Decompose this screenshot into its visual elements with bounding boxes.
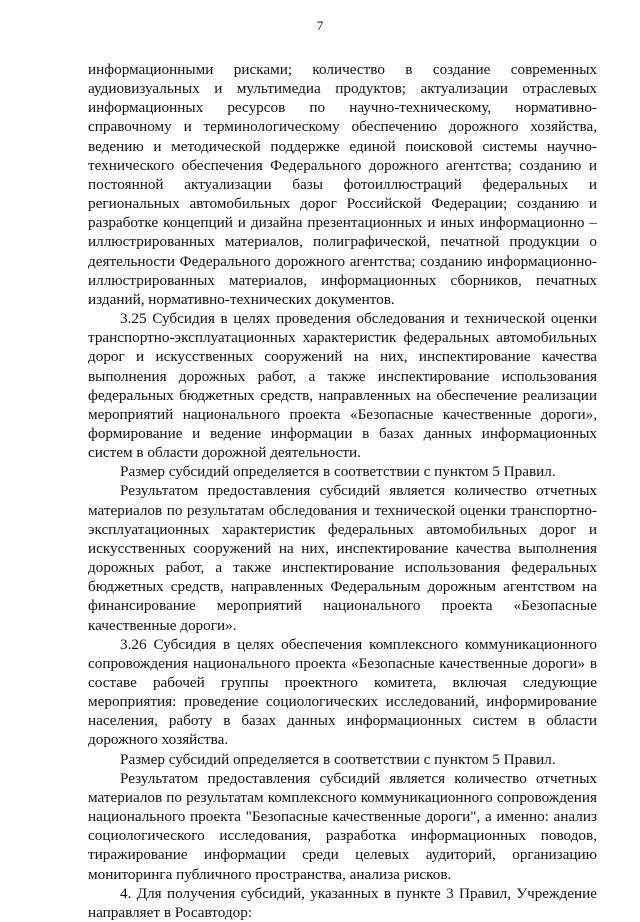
page-number: 7 bbox=[316, 18, 324, 33]
paragraph: 4. Для получения субсидий, указанных в пункте 3 Правил, Учреждение направляет в Росавтодор: bbox=[88, 884, 597, 921]
paragraph: Результатом предоставления субсидий является количество отчетных материалов по результатам комплексного коммуникационного сопровождения национального проекта "Безопасные качественные дороги", а именно: анализ социологического исследования, разработка информационных поводов, тиражирование информации среди целевых аудиторий, организацию мониторинга публичного пространства, анализа рисков. bbox=[88, 769, 597, 883]
paragraph: Размер субсидий определяется в соответствии с пунктом 5 Правил. bbox=[120, 750, 556, 768]
paragraph: Размер субсидий определяется в соответствии с пунктом 5 Правил. bbox=[120, 463, 556, 481]
paragraph: Результатом предоставления субсидий является количество отчетных материалов по результатам обследования и технической оценки транспортно-эксплуатационных характеристик федеральных автомобильных дорог и искусственных сооружений на них, инспектирование качества выполнения дорожных работ, а также инспектирование использования федеральных бюджетных средств, направленных Федеральным дорожным агентством на финансирование мероприятий национального проекта «Безопасные качественные дороги». bbox=[88, 482, 597, 634]
paragraph: 3.26 Субсидия в целях обеспечения комплексного коммуникационного сопровождения национального проекта «Безопасные качественные дороги» в составе рабочей группы проектного комитета, включая следующие мероприятия: проведение социологических исследований, информирование населения, работу в базах данных информационных систем в области дорожного хозяйства. bbox=[88, 635, 597, 749]
document-body bbox=[88, 60, 597, 922]
paragraph: 3.25 Субсидия в целях проведения обследования и технической оценки транспортно-эксплуатационных характеристик федеральных автомобильных дорог и искусственных сооружений на них, инспектирование качества выполнения дорожных работ, а также инспектирование использования федеральных бюджетных средств, направленных на обеспечение реализации мероприятий национального проекта «Безопасные качественные дороги», формирование и ведение информации в базах данных информационных систем в области дорожной деятельности. bbox=[88, 310, 597, 462]
paragraph: информационными рисками; количество в создание современных аудиовизуальных и мультимедиа продуктов; актуализации отраслевых информационных ресурсов по научно-техническому, нормативно-справочному и терминологическому обеспечению дорожного хозяйства, ведению и методической поддержке единой поисковой системы научно-технического обеспечения Федерального дорожного агентства; созданию и постоянной актуализации базы фотоиллюстраций федеральных и региональных автомобильных дорог Российской Федерации; созданию и разработке концепций и дизайна презентационных и иных информационно – иллюстрированных материалов, полиграфической, печатной продукции о деятельности Федерального дорожного агентства; созданию информационно-иллюстрированных материалов, информационных сборников, печатных изданий, нормативно-технических документов. bbox=[88, 61, 597, 308]
